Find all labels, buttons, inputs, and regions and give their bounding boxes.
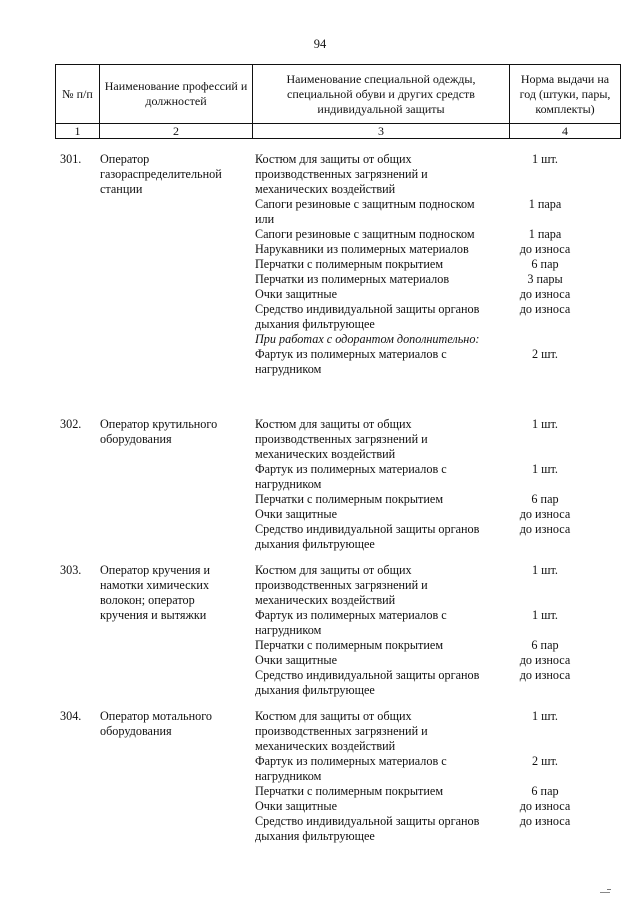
equipment-row bbox=[255, 242, 595, 257]
equipment-name: Нарукавники из полимерных материалов bbox=[255, 242, 469, 256]
equipment-name: Костюм для защиты от общих производственных загрязнений и механических воздействий bbox=[255, 563, 428, 607]
entry-items bbox=[255, 152, 595, 377]
header-num-4: 4 bbox=[510, 124, 621, 139]
entry-profession: Оператор мотального оборудования bbox=[100, 709, 213, 738]
equipment-name: Средство индивидуальной защиты органов дыхания фильтрующее bbox=[255, 814, 480, 843]
entry-items bbox=[255, 417, 595, 552]
header-num-3: 3 bbox=[253, 124, 510, 139]
entry-profession: Оператор кручения и намотки химических волокон; оператор кручения и вытяжки bbox=[100, 563, 211, 622]
equipment-name: Костюм для защиты от общих производственных загрязнений и механических воздействий bbox=[255, 709, 428, 753]
equipment-row bbox=[255, 814, 595, 844]
equipment-norm: 6 пар bbox=[531, 492, 559, 506]
equipment-norm: 1 шт. bbox=[532, 608, 558, 622]
equipment-norm: 1 шт. bbox=[532, 709, 558, 723]
scan-mark bbox=[600, 892, 610, 893]
entry-number: 303. bbox=[60, 563, 82, 577]
equipment-name: Фартук из полимерных материалов с нагрудником bbox=[255, 754, 447, 783]
equipment-norm: 1 шт. bbox=[532, 462, 558, 476]
entry-items bbox=[255, 563, 595, 698]
equipment-name: Перчатки с полимерным покрытием bbox=[255, 492, 444, 506]
equipment-norm: до износа bbox=[519, 653, 571, 667]
equipment-norm: до износа bbox=[519, 302, 571, 316]
equipment-row bbox=[255, 272, 595, 287]
equipment-row bbox=[255, 227, 595, 242]
equipment-name: Средство индивидуальной защиты органов дыхания фильтрующее bbox=[255, 522, 480, 551]
equipment-norm: 2 шт. bbox=[532, 754, 558, 768]
equipment-row bbox=[255, 152, 595, 197]
header-col-norm: Норма выдачи на год (штуки, пары, комплекты) bbox=[510, 65, 621, 124]
equipment-norm: 6 пар bbox=[531, 784, 559, 798]
equipment-norm: до износа bbox=[519, 799, 571, 813]
equipment-row bbox=[255, 784, 595, 799]
entry-number: 302. bbox=[60, 417, 82, 431]
equipment-norm: 1 шт. bbox=[532, 417, 558, 431]
equipment-row bbox=[255, 302, 595, 332]
equipment-name: Перчатки из полимерных материалов bbox=[255, 272, 450, 286]
equipment-norm: 1 пара bbox=[528, 227, 562, 241]
header-col-number: № п/п bbox=[56, 65, 100, 124]
equipment-norm: до износа bbox=[519, 814, 571, 828]
equipment-name: Сапоги резиновые с защитным подноском или bbox=[255, 197, 475, 226]
equipment-norm: 2 шт. bbox=[532, 347, 558, 361]
entry-profession: Оператор крутильного оборудования bbox=[100, 417, 218, 446]
equipment-row bbox=[255, 492, 595, 507]
equipment-row bbox=[255, 287, 595, 302]
equipment-name: Перчатки с полимерным покрытием bbox=[255, 638, 444, 652]
header-col-equipment: Наименование специальной одежды, специальной обуви и других средств индивидуальной защиты bbox=[253, 65, 510, 124]
equipment-name: Фартук из полимерных материалов с нагрудником bbox=[255, 347, 447, 376]
equipment-norm: 6 пар bbox=[531, 638, 559, 652]
equipment-name: Фартук из полимерных материалов с нагрудником bbox=[255, 608, 447, 637]
equipment-row bbox=[255, 638, 595, 653]
equipment-row bbox=[255, 608, 595, 638]
equipment-row bbox=[255, 522, 595, 552]
equipment-norm: 6 пар bbox=[531, 257, 559, 271]
equipment-row bbox=[255, 507, 595, 522]
header-col-profession: Наименование профессий и должностей bbox=[100, 65, 253, 124]
equipment-row bbox=[255, 653, 595, 668]
equipment-name: Костюм для защиты от общих производственных загрязнений и механических воздействий bbox=[255, 417, 428, 461]
equipment-name: Очки защитные bbox=[255, 287, 337, 301]
header-num-2: 2 bbox=[100, 124, 253, 139]
page-number: 94 bbox=[313, 37, 327, 51]
equipment-name: Очки защитные bbox=[255, 507, 337, 521]
scan-mark bbox=[607, 889, 611, 890]
equipment-row bbox=[255, 257, 595, 272]
equipment-name: Средство индивидуальной защиты органов дыхания фильтрующее bbox=[255, 668, 480, 697]
equipment-name: Перчатки с полимерным покрытием bbox=[255, 257, 444, 271]
header-num-1: 1 bbox=[56, 124, 100, 139]
table-header bbox=[55, 64, 621, 139]
equipment-norm: 1 шт. bbox=[532, 563, 558, 577]
equipment-name: Средство индивидуальной защиты органов дыхания фильтрующее bbox=[255, 302, 480, 331]
equipment-name: Очки защитные bbox=[255, 653, 337, 667]
equipment-norm: 1 шт. bbox=[532, 152, 558, 166]
equipment-name: Перчатки с полимерным покрытием bbox=[255, 784, 444, 798]
entry-items bbox=[255, 709, 595, 844]
equipment-row bbox=[255, 347, 595, 377]
equipment-name: Сапоги резиновые с защитным подноском bbox=[255, 227, 475, 241]
equipment-norm: до износа bbox=[519, 668, 571, 682]
equipment-row bbox=[255, 709, 595, 754]
equipment-name: Фартук из полимерных материалов с нагрудником bbox=[255, 462, 447, 491]
equipment-norm: до износа bbox=[519, 287, 571, 301]
equipment-row bbox=[255, 417, 595, 462]
equipment-row bbox=[255, 462, 595, 492]
equipment-row bbox=[255, 799, 595, 814]
equipment-norm: 1 пара bbox=[528, 197, 562, 211]
equipment-row bbox=[255, 754, 595, 784]
equipment-row bbox=[255, 332, 595, 347]
equipment-norm: до износа bbox=[519, 507, 571, 521]
equipment-norm: до износа bbox=[519, 242, 571, 256]
equipment-row bbox=[255, 668, 595, 698]
equipment-name: Костюм для защиты от общих производственных загрязнений и механических воздействий bbox=[255, 152, 428, 196]
equipment-row bbox=[255, 563, 595, 608]
equipment-row bbox=[255, 197, 595, 227]
equipment-section-note: При работах с одорантом дополнительно: bbox=[255, 332, 480, 346]
equipment-norm: 3 пары bbox=[527, 272, 563, 286]
entry-number: 301. bbox=[60, 152, 82, 166]
equipment-norm: до износа bbox=[519, 522, 571, 536]
entry-profession: Оператор газораспределительной станции bbox=[100, 152, 222, 196]
entry-number: 304. bbox=[60, 709, 82, 723]
equipment-name: Очки защитные bbox=[255, 799, 337, 813]
